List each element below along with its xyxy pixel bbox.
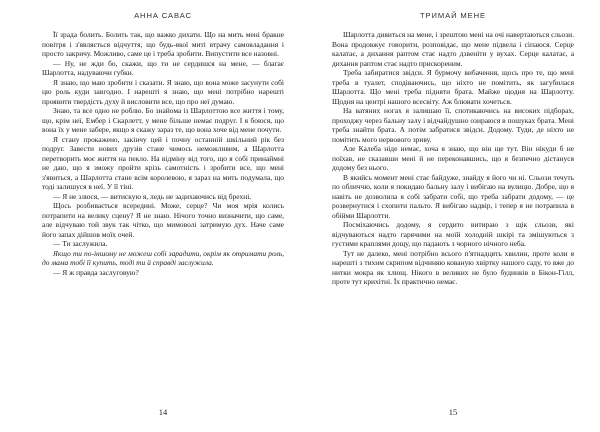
paragraph: — Ти заслужила. — [53, 239, 108, 248]
paragraph: Але Калеба ніде немає, хоча я знаю, що він ще тут. Він нікуди б не поїхав, не сказавши мені й не переконавшись, що я безпечно дістануся додому без нього. — [332, 144, 574, 172]
paragraph: Тут не далеко, мені потрібно всього п'ятнадцять хвилин, проте коли я нарешті з тихим скрипом відчиняю кованую хвіртку нашого саду, то вже до нитки мокра як хлющ. Нікого в великих не було будинків в Бікон-Гілл, проте тут крихітні. Їх практично немає. — [332, 248, 574, 286]
paragraph-italic: Якщо ти по-іншому не можеш собі зарадити, окрім як отримати роль, до мама тобі її купить, тоді ти й справді заслужила. — [42, 248, 284, 267]
paragraph: — Я не злюся, — витискую я, ледь не задихаючись від брехні. — [53, 191, 252, 201]
paragraph: На ватяних ногах я залишаю її, спотикаючись на високих підборах, проходжу через бальну залу і відчайдушно озираюся в пошуках брата. Мені треба знайти брата. А потім забратися звідси. Додому. Туди, де ніхто не помітить мого нервового зриву. — [332, 106, 574, 144]
running-head-author: АННА САВАС — [134, 11, 192, 20]
paragraph: Треба забиратися звідси. Я бурмочу вибачення, щось про те, що мені треба в туалет, сподіваючись, що ніхто не помітить, як загубилася Шарлотта. Що мені треба підняти брата. Майже щодня на Шарлотту. Щодня на центрі нашого всесвіту. Аж блювати хочеться. — [332, 68, 574, 106]
left-page-body — [42, 30, 284, 277]
page-number-left: 14 — [158, 407, 168, 417]
page-number-right: 15 — [448, 407, 458, 417]
running-head-title: ТРИМАЙ МЕНЕ — [420, 11, 486, 20]
paragraph: Щось розбивається всередині. Може, серце? Чи моя мрія колись потрапити на велику сцену? Я не знаю. Нічого точно визначити, що саме, але відчуваю той звук так чітко, що мимоволі затримую дух. Наче саме його запах дійшов моїх очей. — [42, 201, 284, 239]
paragraph: Я знаю, що маю зробити і сказати. Я знаю, що вона може засунути собі цю роль куди завгодно. І нарешті я знаю, що мені потрібно нарешті проявити твердість духу й висловити все, що про неї думаю. — [42, 77, 284, 106]
paragraph: Її зрада болить. Болить так, що важко дихати. Що на мить мені бракне повітря і з'являється відчуття, що будь-якої миті втрачу самовладання і просто закричу. Можливо, саме це і треба зробити. Випустити все назовні. — [42, 30, 284, 58]
paragraph: В якийсь момент мені стає байдуже, знайду я його чи ні. Сльози течуть по обличчю, коли я покидаю бальну залу і вибігаю на вулицю. Добре, що я навіть не дозволила я собі забрати собі, що треба забрати додому, — це розвернутися і схопити пальто. Я вибігаю надвір, і тепер я не потрапила в обійми Шарлотти. — [332, 172, 574, 220]
paragraph: — Ну, не жди бо, скажи, що ти не сердишся на мене, — благає Шарлотта, надуваючи губки. — [42, 58, 284, 77]
left-page — [42, 0, 284, 432]
paragraph: Шарлотта дивиться на мене, і зрештою мені на очі навертаються сльози. Вона продовжує говорити, розповідає, що мене підвела і сіпаюся. Серце калатає, а дихання раптом стає надто дзвеніти у вухах. Серце калатає, а дихання раптом стає надто прискореним. — [332, 30, 574, 68]
right-page-body — [332, 30, 574, 287]
paragraph: Знаю, та все одно не роблю. Бо знайома із Шарлоттою все життя і тому, що, крім неї, Ембер і Скарлетт, у мене більше немає подруг. І я боюся, що вона їх у мене забере, якщо я скажу зараз те, що вона хоче від мене почути. — [42, 106, 284, 134]
paragraph: — Я ж правда заслуговую? — [53, 267, 139, 277]
paragraph: Посміхаючись додому, я сердито витираю з щік сльози, які відчуваються надто гарячими на моїй холодній шкірі та змішуються з густими краплями дощу, що падають з чорного нічного неба. — [332, 220, 574, 248]
paragraph: Я стану прокажено, закінчу цей і почну останній шкільний рік без подруг. Завести нових друзів стане чимось неможливим, а Шарлотта перетворить моє життя на пекло. На відміну від того, що я собі принаймні не даю, що я зможу пройти крізь самотність і зробити все, що мені з'явиться, а Шарлотта стане всім королевою, я зараз на мить подумала, що тоді залишуся в неї. У її тіні. — [42, 134, 284, 191]
right-page — [332, 0, 574, 432]
